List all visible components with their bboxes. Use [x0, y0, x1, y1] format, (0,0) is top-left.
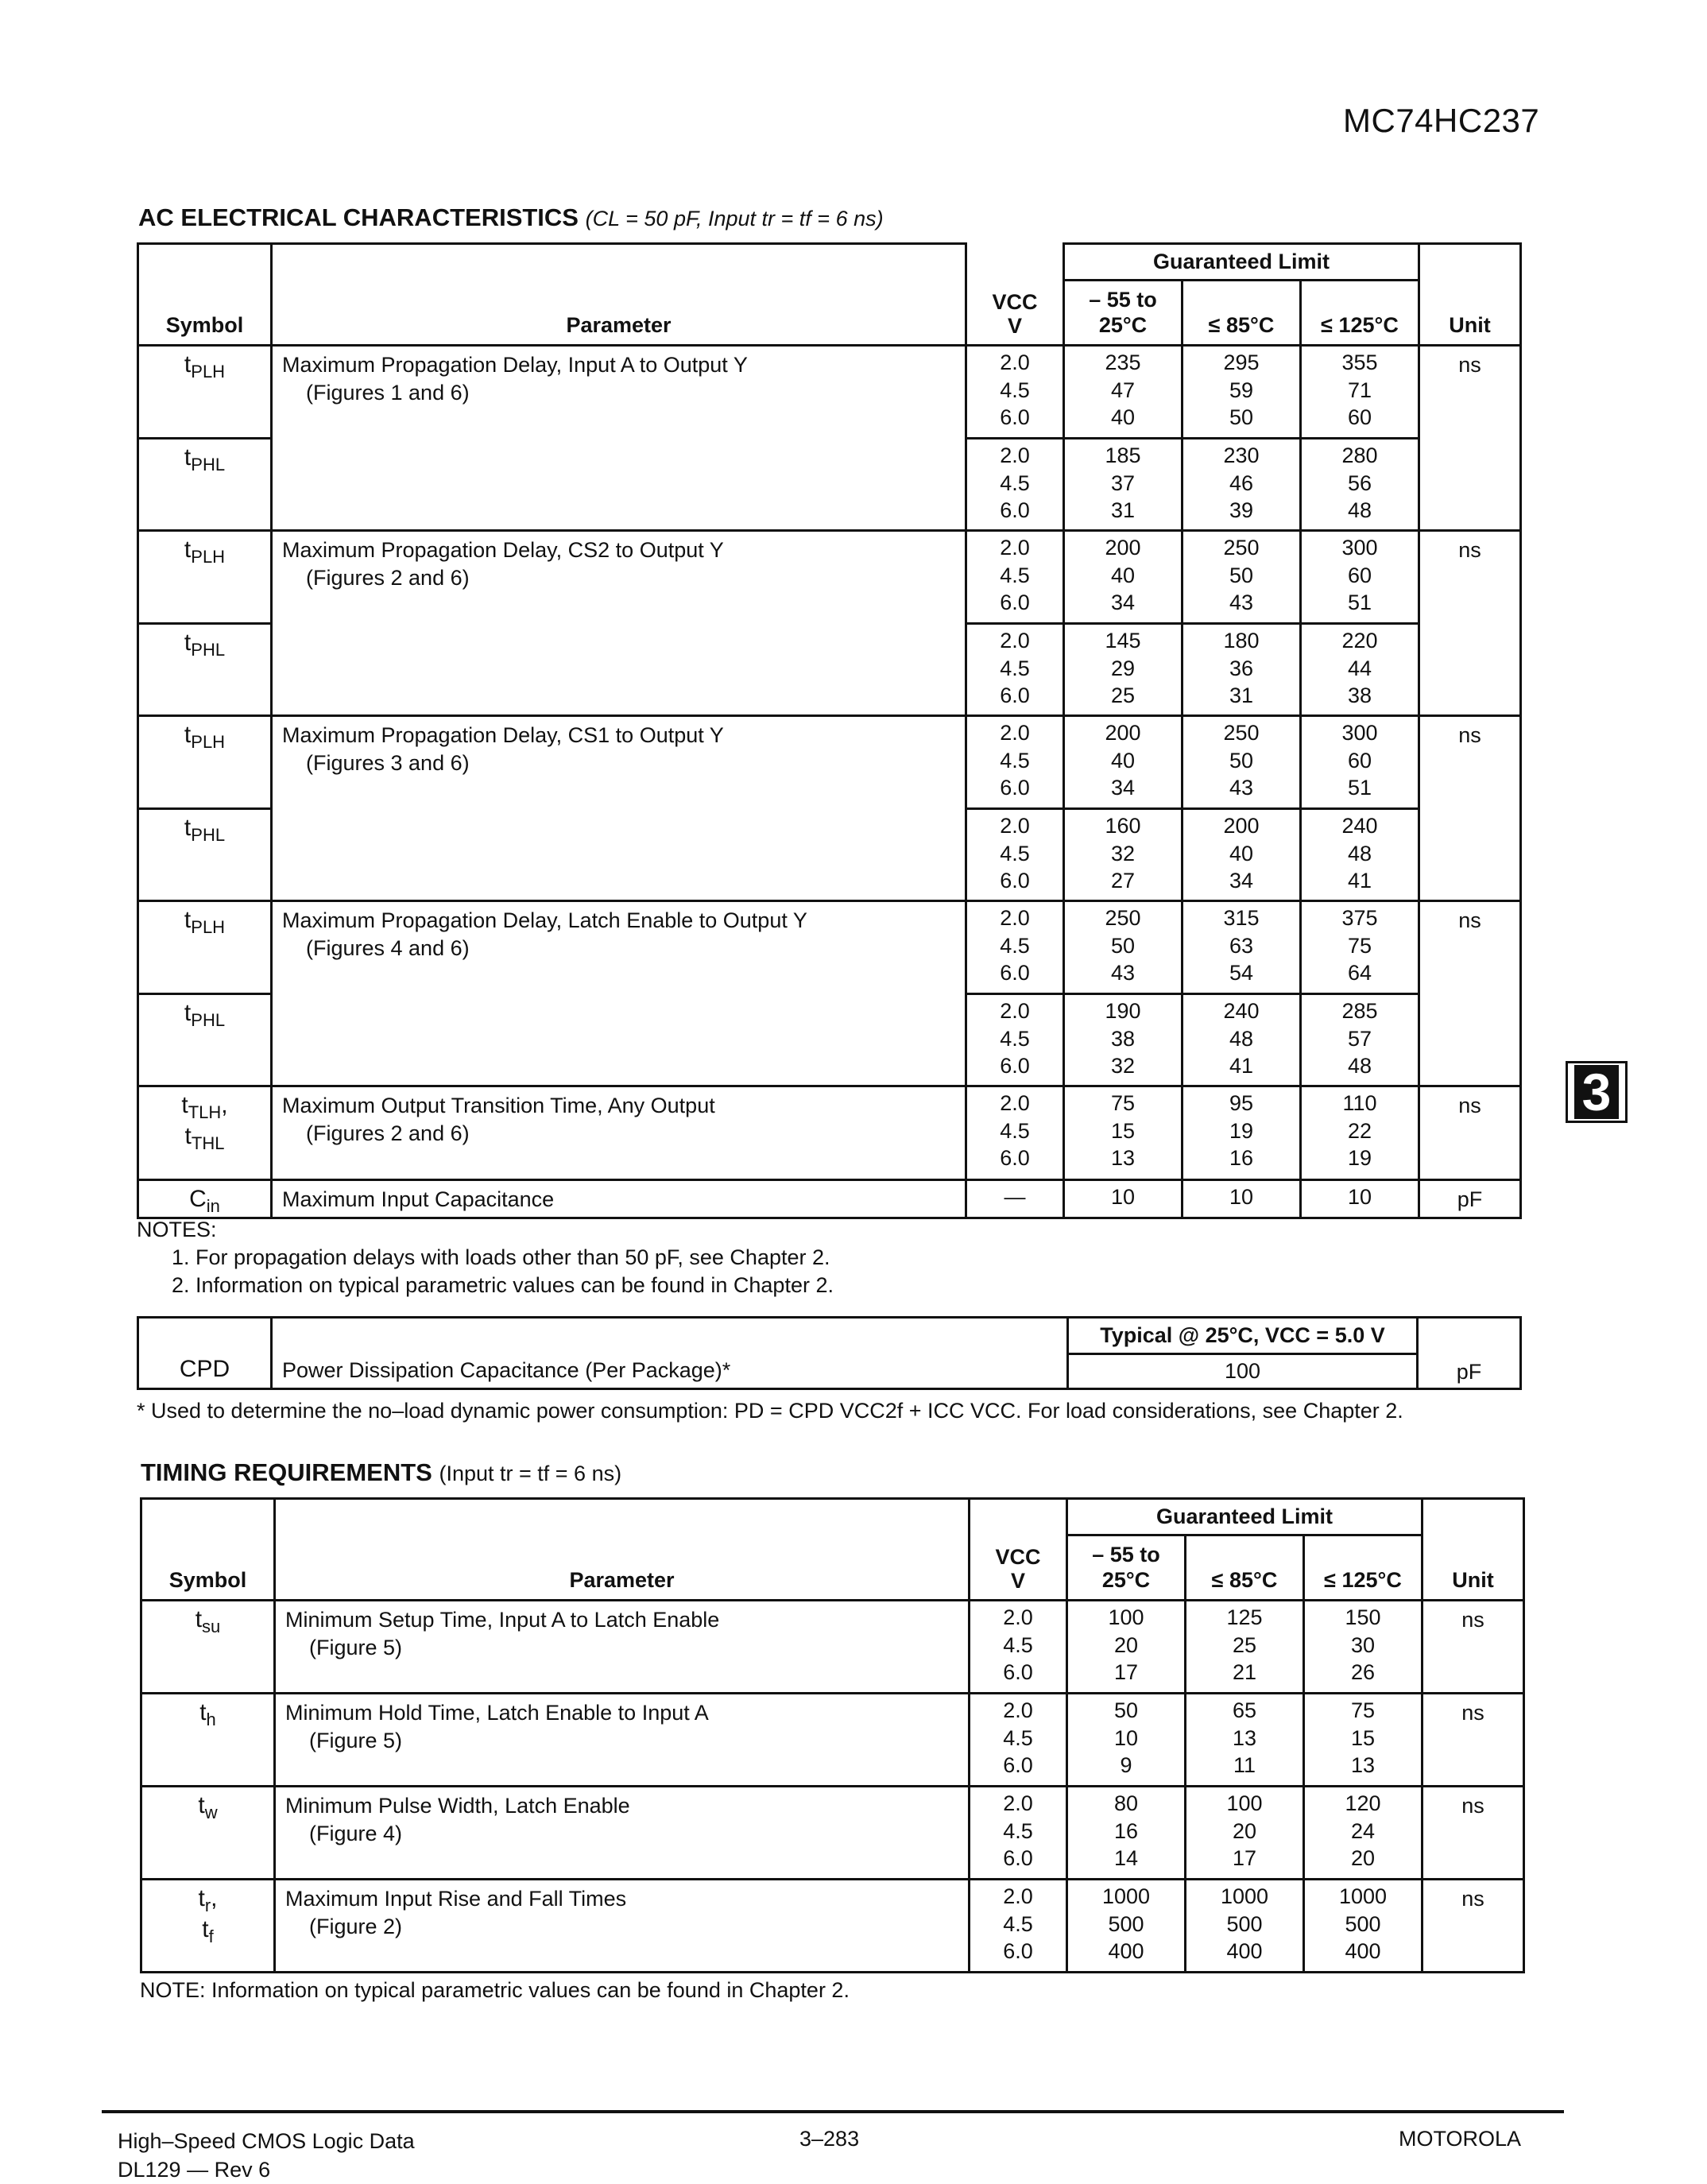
limit-25c-cell: 250 50 43 [1064, 901, 1183, 994]
unit-cell: ns [1422, 1880, 1524, 1973]
parameter-cell [275, 1601, 970, 1694]
parameter-cell [272, 1086, 966, 1180]
vcc-cell: 2.0 4.5 6.0 [966, 624, 1064, 716]
symbol-cell: $t_{PHL}$ [138, 994, 272, 1086]
ac-note-2: 2. Information on typical parametric values can be found in Chapter 2. [172, 1273, 834, 1297]
figure-reference: (Figures 4 and 6) [306, 936, 470, 960]
unit-cell: pF [1419, 1180, 1521, 1218]
limit-125c-cell: 110 22 19 [1301, 1086, 1419, 1180]
figure-reference: (Figures 1 and 6) [306, 381, 470, 405]
unit-cell: ns [1419, 346, 1521, 531]
footer-brand: MOTOROLA [1399, 2127, 1522, 2151]
symbol-cell: $t_{TLH}$, $t_{THL}$ [138, 1086, 272, 1180]
limit-125c-cell: 150 30 26 [1304, 1601, 1422, 1694]
limit-25c-cell: 200 40 34 [1064, 716, 1183, 809]
table-row [141, 1880, 1524, 1973]
figure-reference: (Figure 5) [309, 1729, 403, 1752]
col-temp-25: – 55 to 25°C [1064, 281, 1183, 346]
vcc-cell: 2.0 4.5 6.0 [966, 531, 1064, 624]
timing-col-guaranteed-limit: Guaranteed Limit [1067, 1499, 1422, 1535]
unit-cell: ns [1419, 901, 1521, 1086]
vcc-cell: 2.0 4.5 6.0 [970, 1694, 1067, 1787]
limit-85c-cell: 100 20 17 [1186, 1787, 1304, 1880]
table-row [138, 531, 1521, 624]
vcc-cell: 2.0 4.5 6.0 [970, 1880, 1067, 1973]
footer-rule [102, 2110, 1564, 2113]
col-vcc [966, 244, 1064, 346]
parameter-text: Maximum Output Transition Time, Any Output [282, 1094, 715, 1117]
vcc-cell: 2.0 4.5 6.0 [966, 346, 1064, 439]
limit-85c-cell: 250 50 43 [1183, 531, 1301, 624]
limit-85c-cell: 295 59 50 [1183, 346, 1301, 439]
limit-125c-cell: 10 [1301, 1180, 1419, 1218]
limit-125c-cell: 280 56 48 [1301, 439, 1419, 531]
limit-25c-cell: 80 16 14 [1067, 1787, 1186, 1880]
ac-characteristics-table [137, 242, 1522, 1219]
parameter-text: Minimum Hold Time, Latch Enable to Input A [285, 1701, 709, 1725]
table-row [141, 1694, 1524, 1787]
limit-25c-cell: 185 37 31 [1064, 439, 1183, 531]
limit-85c-cell: 65 13 11 [1186, 1694, 1304, 1787]
figure-reference: (Figure 5) [309, 1636, 403, 1659]
limit-85c-cell: 250 50 43 [1183, 716, 1301, 809]
parameter-text: Maximum Propagation Delay, CS1 to Output Y [282, 723, 724, 747]
vcc-cell: 2.0 4.5 6.0 [966, 901, 1064, 994]
limit-25c-cell: 75 15 13 [1064, 1086, 1183, 1180]
figure-reference: (Figures 2 and 6) [306, 1121, 470, 1145]
timing-requirements-table [140, 1497, 1525, 1973]
table-row [138, 716, 1521, 809]
vcc-cell: 2.0 4.5 6.0 [966, 809, 1064, 901]
table-row [138, 346, 1521, 439]
symbol-cell: $t_{PHL}$ [138, 809, 272, 901]
vcc-cell: 2.0 4.5 6.0 [970, 1787, 1067, 1880]
timing-col-vcc [970, 1499, 1067, 1601]
timing-note: NOTE: Information on typical parametric values can be found in Chapter 2. [140, 1978, 850, 2002]
limit-25c-cell: 1000 500 400 [1067, 1880, 1186, 1973]
table-row [141, 1601, 1524, 1694]
limit-125c-cell: 300 60 51 [1301, 716, 1419, 809]
col-temp-125: ≤ 125°C [1301, 281, 1419, 346]
col-guaranteed-limit: Guaranteed Limit [1064, 244, 1419, 281]
timing-col-temp-85: ≤ 85°C [1186, 1535, 1304, 1601]
limit-125c-cell: 1000 500 400 [1304, 1880, 1422, 1973]
col-vcc-unit: V [1007, 314, 1022, 338]
col-unit: Unit [1419, 244, 1521, 346]
limit-125c-cell: 285 57 48 [1301, 994, 1419, 1086]
limit-85c-cell: 230 46 39 [1183, 439, 1301, 531]
part-number: MC74HC237 [1343, 102, 1540, 139]
footer-page-number: 3–283 [799, 2127, 860, 2151]
parameter-cell [275, 1880, 970, 1973]
timing-col-parameter: Parameter [275, 1499, 970, 1601]
parameter-cell [275, 1787, 970, 1880]
cpd-value: 100 [1068, 1354, 1418, 1389]
limit-85c-cell: 10 [1183, 1180, 1301, 1218]
limit-125c-cell: 240 48 41 [1301, 809, 1419, 901]
ac-table-title [138, 203, 884, 232]
limit-125c-cell: 75 15 13 [1304, 1694, 1422, 1787]
limit-125c-cell: 120 24 20 [1304, 1787, 1422, 1880]
vcc-cell: — [966, 1180, 1064, 1218]
cpd-table [137, 1316, 1522, 1390]
limit-25c-cell: 10 [1064, 1180, 1183, 1218]
unit-cell: ns [1419, 1086, 1521, 1180]
vcc-cell: 2.0 4.5 6.0 [966, 994, 1064, 1086]
unit-cell: ns [1422, 1694, 1524, 1787]
timing-col-vcc-unit: V [1010, 1569, 1025, 1593]
unit-cell: ns [1422, 1601, 1524, 1694]
timing-col-vcc-label: VCC [995, 1545, 1041, 1569]
parameter-text: Maximum Propagation Delay, Latch Enable to Output Y [282, 908, 807, 932]
parameter-cell [272, 901, 966, 1086]
limit-85c-cell: 1000 500 400 [1186, 1880, 1304, 1973]
parameter-cell [272, 1180, 966, 1218]
vcc-cell: 2.0 4.5 6.0 [966, 1086, 1064, 1180]
symbol-cell: $C_{in}$ [138, 1180, 272, 1218]
limit-85c-cell: 240 48 41 [1183, 994, 1301, 1086]
vcc-cell: 2.0 4.5 6.0 [966, 439, 1064, 531]
limit-85c-cell: 125 25 21 [1186, 1601, 1304, 1694]
ac-title-bold: AC ELECTRICAL CHARACTERISTICS [138, 203, 579, 231]
limit-25c-cell: 190 38 32 [1064, 994, 1183, 1086]
parameter-text: Maximum Propagation Delay, Input A to Output Y [282, 353, 748, 377]
col-temp-85: ≤ 85°C [1183, 281, 1301, 346]
table-row [138, 1086, 1521, 1180]
symbol-cell: $t_{PLH}$ [138, 346, 272, 439]
timing-title-conditions: (Input tr = tf = 6 ns) [439, 1462, 622, 1485]
timing-col-symbol: Symbol [141, 1499, 275, 1601]
parameter-text: Maximum Input Rise and Fall Times [285, 1887, 627, 1911]
symbol-cell: $t_{PHL}$ [138, 624, 272, 716]
figure-reference: (Figures 2 and 6) [306, 566, 470, 590]
limit-85c-cell: 200 40 34 [1183, 809, 1301, 901]
parameter-cell [272, 716, 966, 901]
unit-cell: ns [1422, 1787, 1524, 1880]
unit-cell: ns [1419, 716, 1521, 901]
limit-25c-cell: 160 32 27 [1064, 809, 1183, 901]
cpd-typical-header: Typical @ 25°C, VCC = 5.0 V [1068, 1318, 1418, 1354]
timing-col-unit: Unit [1422, 1499, 1524, 1601]
timing-col-temp-125: ≤ 125°C [1304, 1535, 1422, 1601]
timing-table-title [141, 1458, 621, 1487]
limit-125c-cell: 355 71 60 [1301, 346, 1419, 439]
limit-25c-cell: 200 40 34 [1064, 531, 1183, 624]
parameter-text: Minimum Setup Time, Input A to Latch Enable [285, 1608, 720, 1632]
vcc-cell: 2.0 4.5 6.0 [966, 716, 1064, 809]
cpd-symbol: CPD [138, 1318, 272, 1389]
symbol-cell: $t_{PLH}$ [138, 531, 272, 624]
symbol-cell: $t_w$ [141, 1787, 275, 1880]
cpd-parameter: Power Dissipation Capacitance (Per Package)* [272, 1318, 1068, 1389]
timing-title-bold: TIMING REQUIREMENTS [141, 1458, 432, 1486]
parameter-cell [272, 346, 966, 531]
figure-reference: (Figure 4) [309, 1822, 403, 1845]
parameter-text: Maximum Input Capacitance [282, 1187, 555, 1211]
col-symbol: Symbol [138, 244, 272, 346]
unit-cell: ns [1419, 531, 1521, 716]
ac-notes [137, 1216, 834, 1299]
limit-25c-cell: 100 20 17 [1067, 1601, 1186, 1694]
parameter-text: Maximum Propagation Delay, CS2 to Output Y [282, 538, 724, 562]
cpd-unit: pF [1418, 1318, 1521, 1389]
table-row [141, 1787, 1524, 1880]
limit-85c-cell: 180 36 31 [1183, 624, 1301, 716]
ac-notes-heading: NOTES: [137, 1218, 217, 1241]
symbol-cell: $t_h$ [141, 1694, 275, 1787]
footer-revision: DL129 — Rev 6 [118, 2158, 271, 2182]
footer-left [118, 2127, 415, 2184]
figure-reference: (Figure 2) [309, 1915, 403, 1938]
table-row [138, 901, 1521, 994]
timing-col-temp-25: – 55 to 25°C [1067, 1535, 1186, 1601]
symbol-cell: $t_r$, $t_f$ [141, 1880, 275, 1973]
parameter-text: Minimum Pulse Width, Latch Enable [285, 1794, 630, 1818]
col-vcc-label: VCC [992, 290, 1038, 314]
ac-note-1: 1. For propagation delays with loads other than 50 pF, see Chapter 2. [172, 1245, 830, 1269]
parameter-cell [272, 531, 966, 716]
vcc-cell: 2.0 4.5 6.0 [970, 1601, 1067, 1694]
table-row [138, 1180, 1521, 1218]
limit-125c-cell: 220 44 38 [1301, 624, 1419, 716]
symbol-cell: $t_{PHL}$ [138, 439, 272, 531]
symbol-cell: $t_{su}$ [141, 1601, 275, 1694]
limit-25c-cell: 235 47 40 [1064, 346, 1183, 439]
ac-title-conditions: (CL = 50 pF, Input tr = tf = 6 ns) [585, 207, 884, 230]
cpd-footnote: * Used to determine the no–load dynamic power consumption: PD = CPD VCC2f + ICC VCC. For load considerations, see Chapter 2. [137, 1399, 1403, 1423]
parameter-cell [275, 1694, 970, 1787]
limit-85c-cell: 95 19 16 [1183, 1086, 1301, 1180]
symbol-cell: $t_{PLH}$ [138, 901, 272, 994]
section-tab [1566, 1061, 1628, 1123]
figure-reference: (Figures 3 and 6) [306, 751, 470, 775]
limit-25c-cell: 50 10 9 [1067, 1694, 1186, 1787]
limit-125c-cell: 300 60 51 [1301, 531, 1419, 624]
limit-25c-cell: 145 29 25 [1064, 624, 1183, 716]
symbol-cell: $t_{PLH}$ [138, 716, 272, 809]
section-tab-number: 3 [1574, 1065, 1619, 1119]
limit-125c-cell: 375 75 64 [1301, 901, 1419, 994]
footer-doc-title: High–Speed CMOS Logic Data [118, 2129, 415, 2153]
limit-85c-cell: 315 63 54 [1183, 901, 1301, 994]
col-parameter: Parameter [272, 244, 966, 346]
